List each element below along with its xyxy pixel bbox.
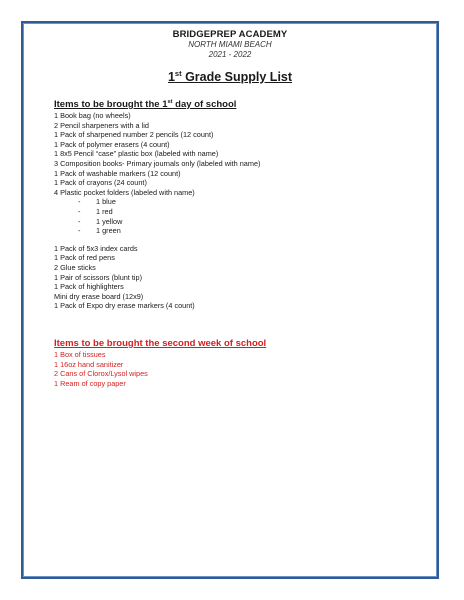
school-city: NORTH MIAMI BEACH [188,40,272,49]
folder-color-label: 1 yellow [96,216,123,226]
list-item: 1 Pack of polymer erasers (4 count) [54,139,170,149]
folder-color-item [54,197,424,207]
first-day-heading-superscript: st [167,98,173,105]
title-prefix: 1 [167,70,175,84]
document-header [23,29,437,60]
list-item: 1 Pack of 5x3 index cards [54,243,138,253]
folder-color-item [54,226,424,236]
folder-color-item [54,217,424,227]
folder-color-label: 1 green [96,226,121,236]
list-item: 3 Composition books- Primary journals only (labeled with name) [54,158,261,168]
second-week-section [54,338,424,388]
list-item: 1 8x5 Pencil “case” plastic box (labeled with name) [54,149,219,159]
list-item: 2 Cans of Clorox/Lysol wipes [54,369,148,379]
list-item: 1 Ream of copy paper [54,378,126,388]
first-day-heading-suffix: day of school [172,99,237,110]
folder-color-item [54,207,424,217]
dash-bullet: - [78,216,81,226]
first-day-heading-prefix: Items to be brought the 1 [54,99,168,110]
list-item: 1 Pack of sharpened number 2 pencils (12 count) [54,130,214,140]
list-item: 1 Pack of red pens [54,253,115,263]
list-item: 1 Pack of washable markers (12 count) [54,168,181,178]
school-year: 2021 - 2022 [208,50,252,59]
list-item: 1 Pack of crayons (24 count) [54,178,147,188]
dash-bullet: - [78,206,81,216]
list-item: 2 Pencil sharpeners with a lid [54,120,149,130]
page-title [23,69,437,85]
title-rest: Grade Supply List [181,70,293,84]
list-item: 4 Plastic pocket folders (labeled with name) [54,187,195,197]
list-item: 2 Glue sticks [54,262,96,272]
first-day-section [54,99,424,311]
folder-color-label: 1 red [96,206,113,216]
spacer [54,236,424,244]
title-superscript: st [174,68,182,78]
dash-bullet: - [78,197,81,207]
list-item: Mini dry erase board (12x9) [54,291,144,301]
school-name: BRIDGEPREP ACADEMY [172,29,288,40]
list-item: 1 Box of tissues [54,350,106,359]
list-item: 1 Pair of scissors (blunt tip) [54,272,142,282]
list-item: 1 Pack of highlighters [54,282,124,292]
second-week-heading: Items to be brought the second week of school [54,338,267,349]
dash-bullet: - [78,226,81,236]
folder-color-label: 1 blue [96,197,116,207]
list-item: 1 Book bag (no wheels) [54,111,131,120]
list-item: 1 Pack of Expo dry erase markers (4 count) [54,301,195,311]
first-day-heading [54,99,424,111]
list-item: 1 16oz hand sanitizer [54,359,124,369]
